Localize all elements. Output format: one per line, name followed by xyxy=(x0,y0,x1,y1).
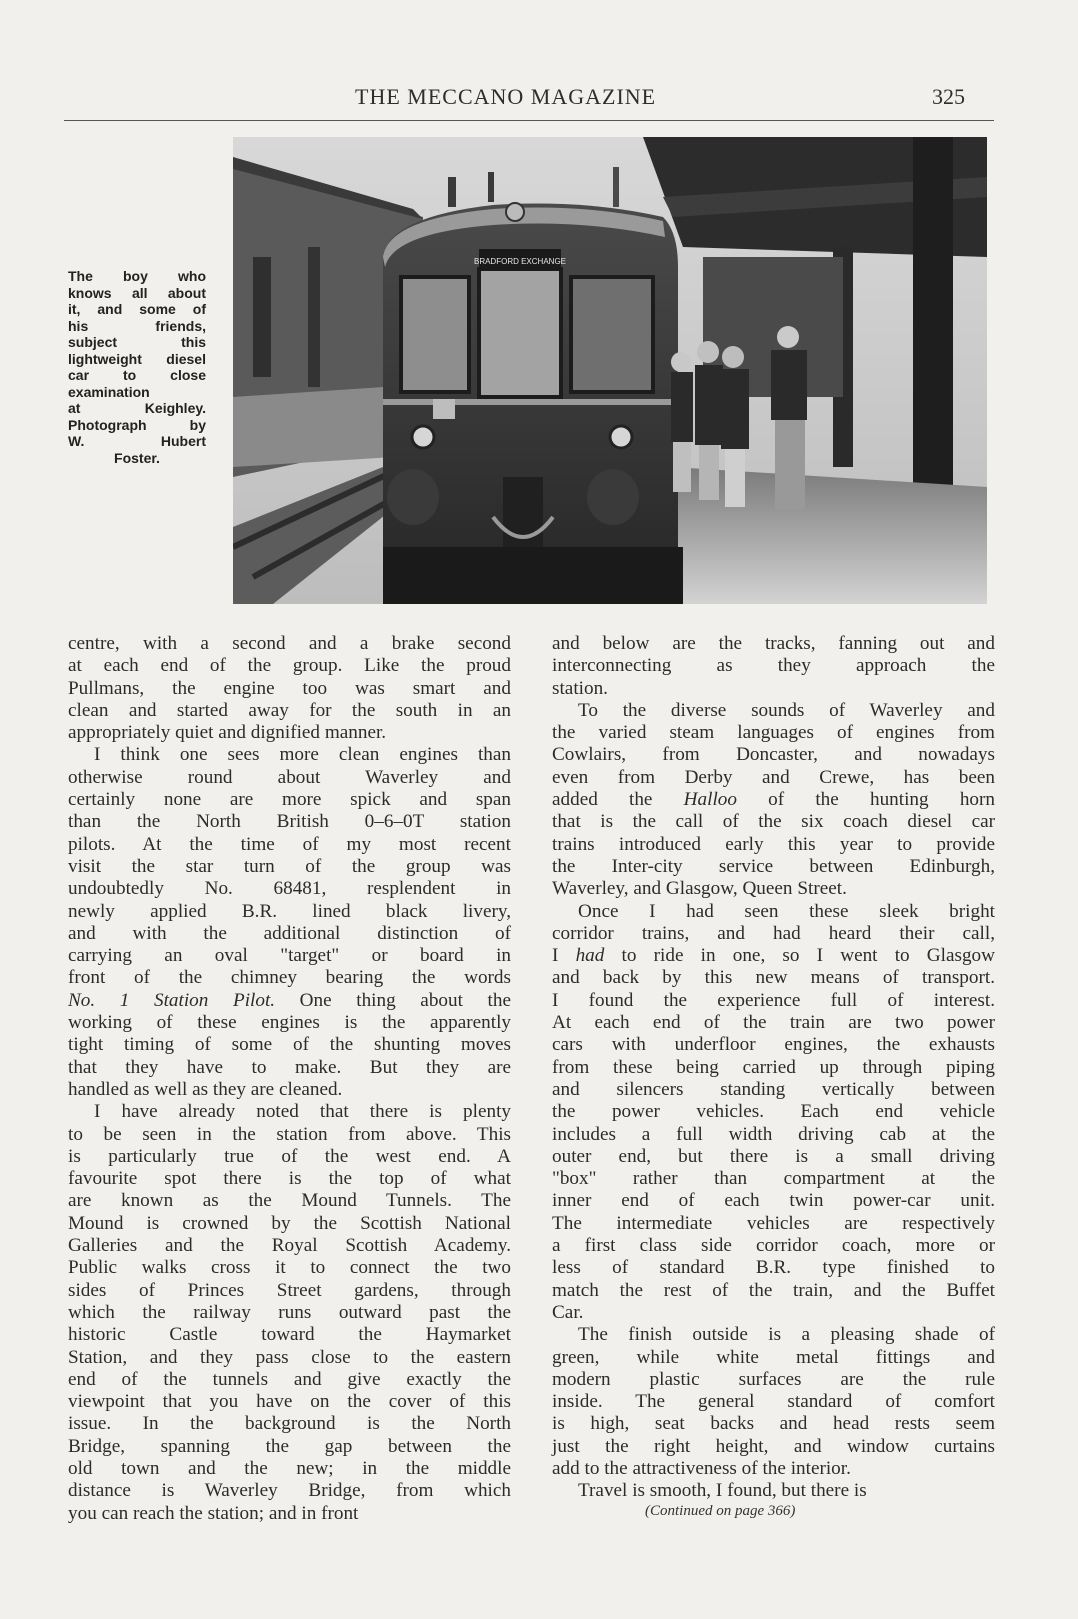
text-line: Station, and they pass close to the eastern xyxy=(68,1346,511,1368)
left-column-text xyxy=(68,633,511,1525)
text-line: appropriately quiet and dignified manner. xyxy=(68,722,387,744)
caption-line: Photograph by xyxy=(68,416,206,433)
text-line: favourite spot there is the top of what xyxy=(68,1168,511,1190)
destination-blind: BRADFORD EXCHANGE xyxy=(473,257,567,266)
text-line: I had to ride in one, so I went to Glasgow xyxy=(552,945,996,967)
text-line: even from Derby and Crewe, has been xyxy=(552,766,995,788)
text-line: centre, with a second and a brake second xyxy=(68,633,511,654)
text-line: At each end of the train are two power xyxy=(552,1012,995,1034)
continued-note: (Continued on page 366) xyxy=(645,1503,796,1519)
text-line: Pullmans, the engine too was smart and xyxy=(68,677,511,699)
text-line: newly applied B.R. lined black livery, xyxy=(68,900,511,922)
text-line: Car. xyxy=(552,1301,584,1323)
text-line: is particularly true of the west end. A xyxy=(68,1145,511,1167)
caption-line: lightweight diesel xyxy=(68,350,206,367)
text-line: I found the experience full of interest. xyxy=(552,989,995,1011)
text-line: I have already noted that there is plenty xyxy=(94,1101,511,1123)
text-line: Public walks cross it to connect the two xyxy=(68,1257,511,1279)
text-line: outer end, but there is a small driving xyxy=(552,1145,995,1167)
text-line: the varied steam languages of engines from xyxy=(552,722,995,744)
text-line: the Inter-city service between Edinburgh, xyxy=(552,855,995,877)
text-line: issue. In the background is the North xyxy=(68,1413,511,1435)
photo-caption xyxy=(68,268,206,466)
text-line: Once I had seen these sleek bright xyxy=(578,900,995,922)
caption-line: his friends, xyxy=(68,317,206,334)
text-line: The intermediate vehicles are respectively xyxy=(552,1212,995,1234)
text-line: a first class side corridor coach, more or xyxy=(552,1235,995,1257)
text-line: is high, seat backs and head rests seem xyxy=(552,1413,995,1435)
text-line: visit the star turn of the group was xyxy=(68,855,511,877)
text-line: are known as the Mound Tunnels. The xyxy=(68,1190,511,1212)
text-line: front of the chimney bearing the words xyxy=(68,967,511,989)
caption-line: knows all about xyxy=(68,284,206,301)
text-line: certainly none are more spick and span xyxy=(68,789,511,811)
text-line: Mound is crowned by the Scottish National xyxy=(68,1212,511,1234)
text-line: cars with underfloor engines, the exhausts xyxy=(552,1034,995,1056)
text-line: undoubtedly No. 68481, resplendent in xyxy=(68,878,511,900)
text-line: old town and the new; in the middle xyxy=(68,1457,511,1479)
text-line: To the diverse sounds of Waverley and xyxy=(578,699,995,721)
text-line: Cowlairs, from Doncaster, and nowadays xyxy=(552,744,995,766)
text-line: Galleries and the Royal Scottish Academy. xyxy=(68,1235,511,1257)
text-line: and below are the tracks, fanning out and xyxy=(552,633,995,654)
page-number: 325 xyxy=(932,84,965,109)
text-line: handled as well as they are cleaned. xyxy=(68,1078,343,1100)
text-line: just the right height, and window curtains xyxy=(552,1435,995,1457)
text-line: Waverley, and Glasgow, Queen Street. xyxy=(552,878,847,900)
text-line: match the rest of the train, and the Buffet xyxy=(552,1279,995,1301)
text-line: that they have to make. But they are xyxy=(68,1056,511,1078)
text-line: add to the attractiveness of the interior. xyxy=(552,1457,851,1479)
right-column-text xyxy=(552,633,995,1503)
text-line: to be seen in the station from above. This xyxy=(68,1123,511,1145)
text-line: inner end of each twin power-car unit. xyxy=(552,1190,995,1212)
text-line: clean and started away for the south in an xyxy=(68,699,511,721)
text-line: carrying an oval "target" or board in xyxy=(68,945,511,967)
text-line: station. xyxy=(552,677,608,699)
text-line: which the railway runs outward past the xyxy=(68,1301,511,1323)
text-line: the power vehicles. Each end vehicle xyxy=(552,1101,995,1123)
caption-line: examination xyxy=(68,383,150,400)
caption-line: subject this xyxy=(68,334,206,350)
text-line: than the North British 0–6–0T station xyxy=(68,811,511,833)
text-line: modern plastic surfaces are the rule xyxy=(552,1368,995,1390)
text-line: The finish outside is a pleasing shade of xyxy=(578,1324,995,1346)
text-line: "box" rather than compartment at the xyxy=(552,1168,995,1190)
header-rule xyxy=(64,120,994,121)
caption-line: at Keighley. xyxy=(68,400,206,416)
caption-line: Foster. xyxy=(114,449,160,466)
text-line: otherwise round about Waverley and xyxy=(68,766,511,788)
text-line: and back by this new means of transport. xyxy=(552,967,995,989)
text-line: inside. The general standard of comfort xyxy=(552,1391,995,1413)
text-line: and silencers standing vertically between xyxy=(552,1078,995,1100)
text-line: from these being carried up through piping xyxy=(552,1056,995,1078)
text-line: tight timing of some of the shunting moves xyxy=(68,1034,511,1056)
text-line: less of standard B.R. type finished to xyxy=(552,1257,995,1279)
text-line: green, while white metal fittings and xyxy=(552,1346,995,1368)
text-line: No. 1 Station Pilot. One thing about the xyxy=(68,989,511,1011)
text-line: end of the tunnels and give exactly the xyxy=(68,1368,511,1390)
caption-line: car to close xyxy=(68,367,206,383)
text-line: added the Halloo of the hunting horn xyxy=(552,789,995,811)
text-line: trains introduced early this year to provide xyxy=(552,833,995,855)
text-line: Travel is smooth, I found, but there is xyxy=(578,1480,867,1502)
text-line: viewpoint that you have on the cover of this xyxy=(68,1391,511,1413)
text-line: pilots. At the time of my most recent xyxy=(68,833,511,855)
text-line: interconnecting as they approach the xyxy=(552,655,995,677)
text-line: historic Castle toward the Haymarket xyxy=(68,1324,511,1346)
text-line: includes a full width driving cab at the xyxy=(552,1123,995,1145)
text-line: distance is Waverley Bridge, from which xyxy=(68,1480,511,1502)
caption-line: The boy who xyxy=(68,268,206,284)
text-line: Bridge, spanning the gap between the xyxy=(68,1435,511,1457)
text-line: I think one sees more clean engines than xyxy=(94,744,511,766)
caption-line: W. Hubert xyxy=(68,433,206,449)
text-line: and with the additional distinction of xyxy=(68,922,511,944)
text-line: corridor trains, and had heard their call, xyxy=(552,922,995,944)
text-line: sides of Princes Street gardens, through xyxy=(68,1279,511,1301)
running-head: THE MECCANO MAGAZINE xyxy=(355,84,657,109)
text-line: at each end of the group. Like the proud xyxy=(68,655,511,677)
train-photograph xyxy=(233,137,987,604)
text-line: you can reach the station; and in front xyxy=(68,1502,359,1524)
caption-line: it, and some of xyxy=(68,301,206,317)
text-line: that is the call of the six coach diesel car xyxy=(552,811,995,833)
text-line: working of these engines is the apparently xyxy=(68,1012,511,1034)
